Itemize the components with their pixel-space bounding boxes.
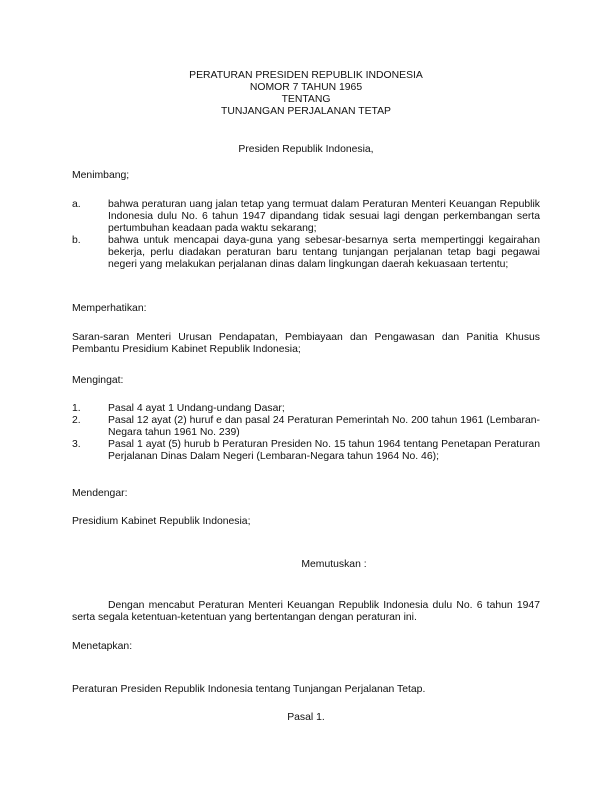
list-item <box>72 235 540 271</box>
mengingat-list <box>72 403 540 463</box>
document-title <box>72 70 540 118</box>
list-marker: b. <box>72 235 81 246</box>
menetapkan-label: Menetapkan: <box>72 641 133 652</box>
list-item <box>72 403 540 415</box>
list-text: bahwa peraturan uang jalan tetap yang termuat dalam Peraturan Menteri Keuangan Republik Indonesia dulu No. 6 tahun 1947 dipandang tidak sesuai lagi dengan perkembangan serta pertumbuhan keadaan pada waktu sekarang; <box>108 199 540 234</box>
list-text: bahwa untuk mencapai daya-guna yang sebesar-besarnya serta mempertinggi kegairahan bekerja, perlu diadakan peraturan baru tentang tunjangan perjalanan tetap bagi pegawai negeri yang melakukan perjalanan dinas dalam lingkungan daerah kekuasaan tertentu; <box>108 235 540 270</box>
list-text: Pasal 12 ayat (2) huruf e dan pasal 24 Peraturan Pemerintah No. 200 tahun 1961 (Lembaran-Negara tahun 1961 No. 239) <box>108 415 540 438</box>
list-marker: a. <box>72 199 81 210</box>
president-line: Presiden Republik Indonesia, <box>238 144 374 155</box>
list-item <box>72 415 540 439</box>
list-marker: 2. <box>72 415 81 426</box>
list-item <box>72 199 540 235</box>
list-marker: 3. <box>72 439 81 450</box>
mengingat-label: Mengingat: <box>72 375 124 386</box>
menimbang-list <box>72 199 540 271</box>
memutuskan-label: Memutuskan : <box>301 559 367 570</box>
pasal-heading: Pasal 1. <box>287 712 325 723</box>
list-marker: 1. <box>72 403 81 414</box>
memperhatikan-label: Memperhatikan: <box>72 303 147 314</box>
memperhatikan-text: Saran-saran Menteri Urusan Pendapatan, Pembiayaan dan Pengawasan dan Panitia Khusus Pembantu Presidium Kabinet Republik Indonesia; <box>72 332 540 355</box>
list-text: Pasal 4 ayat 1 Undang-undang Dasar; <box>108 403 285 414</box>
menimbang-label: Menimbang; <box>72 170 130 181</box>
mendengar-text: Presidium Kabinet Republik Indonesia; <box>72 516 251 527</box>
memutuskan-text: Dengan mencabut Peraturan Menteri Keuangan Republik Indonesia dulu No. 6 tahun 1947 serta segala ketentuan-ketentuan yang bertentangan dengan peraturan ini. <box>72 600 540 623</box>
mendengar-label: Mendengar: <box>72 488 128 499</box>
list-item <box>72 439 540 463</box>
menetapkan-text: Peraturan Presiden Republik Indonesia tentang Tunjangan Perjalanan Tetap. <box>72 684 426 695</box>
title-line: TENTANG <box>281 94 331 105</box>
title-line: PERATURAN PRESIDEN REPUBLIK INDONESIA <box>189 70 423 81</box>
list-text: Pasal 1 ayat (5) hurub b Peraturan Presiden No. 15 tahun 1964 tentang Penetapan Peraturan Perjalanan Dinas Dalam Negeri (Lembaran-Negara tahun 1964 No. 46); <box>108 439 540 462</box>
title-line: NOMOR 7 TAHUN 1965 <box>249 82 363 93</box>
title-line: TUNJANGAN PERJALANAN TETAP <box>221 106 391 117</box>
